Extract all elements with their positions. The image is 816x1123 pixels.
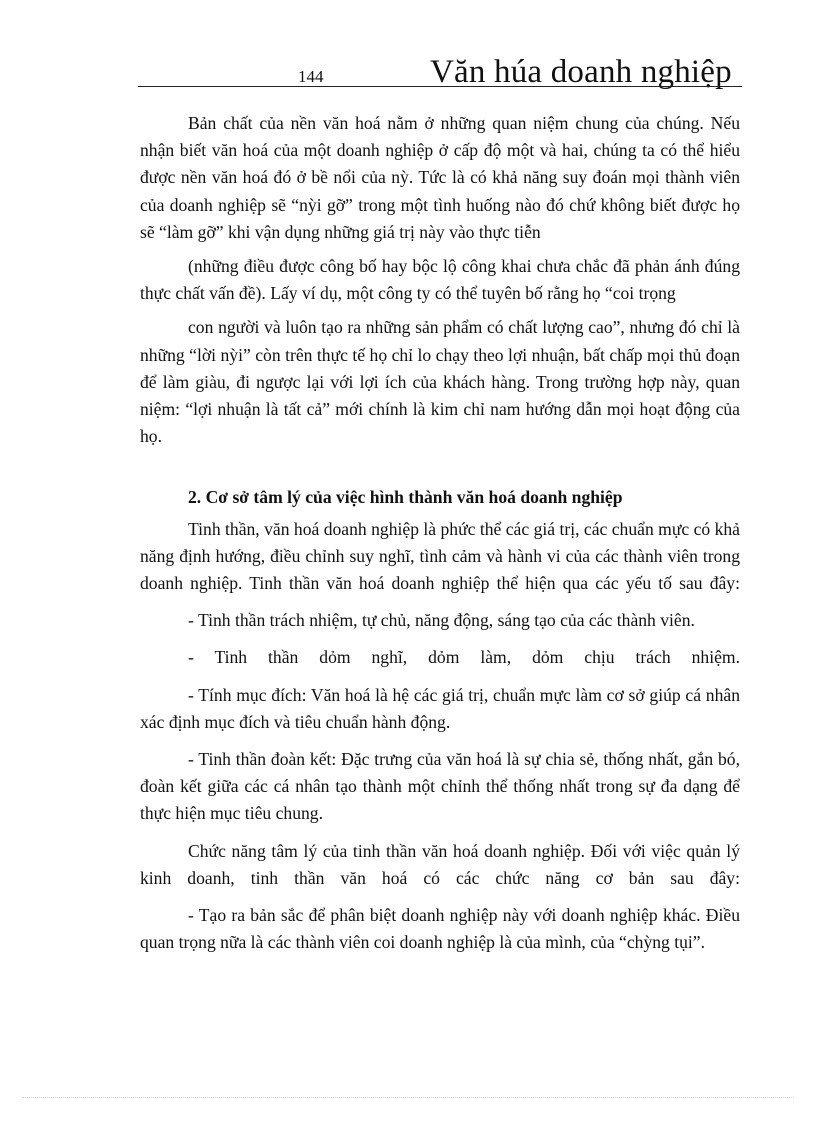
page-number: 144 xyxy=(298,67,324,86)
page-body xyxy=(140,110,740,956)
paragraph-5: Chức năng tâm lý của tinh thần văn hoá doanh nghiệp. Đối với việc quản lý kinh doanh, tinh thần văn hoá có các chức năng cơ bản sau đây: xyxy=(140,840,740,888)
bullet-item: - Tinh thần đoàn kết: Đặc trưng của văn hoá là sự chia sẻ, thống nhất, gắn bó, đoàn kết giữa các cá nhân tạo thành một chỉnh thể thống nhất trong sự đa dạng để thực hiện mục tiêu chung. xyxy=(140,749,740,824)
paragraph-1: Bản chất của nền văn hoá nằm ở những quan niệm chung của chúng. Nếu nhận biết văn hoá của một doanh nghiệp ở cấp độ một và hai, chúng ta có thể hiểu được nền văn hoá đó ở bề nổi của nỳ. Tức là có khả năng suy đoán mọi thành viên của doanh nghiệp sẽ “nỳi gỡ” trong một tình huống nào đó chứ không biết được họ sẽ “làm gỡ” khi vận dụng những giá trị này vào thực tiễn xyxy=(140,113,740,242)
paragraph-4: Tinh thần, văn hoá doanh nghiệp là phức thể các giá trị, các chuẩn mực có khả năng định hướng, điều chỉnh suy nghĩ, tình cảm và hành vi của các thành viên trong doanh nghiệp. Tinh thần văn hoá doanh nghiệp thể hiện qua các yếu tố sau đây: xyxy=(140,518,740,594)
bullet-item: - Tinh thần trách nhiệm, tự chủ, năng động, sáng tạo của các thành viên. xyxy=(188,610,695,631)
running-title: Văn húa doanh nghiệp xyxy=(430,54,732,90)
paragraph-3: con người và luôn tạo ra những sản phẩm có chất lượng cao”, nhưng đó chỉ là những “lời nỳi” còn trên thực tế họ chỉ lo chạy theo lợi nhuận, bất chấp mọi thủ đoạn để làm giàu, đi ngược lại với lợi ích của khách hàng. Trong trường hợp này, quan niệm: “lợi nhuận là tất cả” mới chính là kim chỉ nam hướng dẫn mọi hoạt động của họ. xyxy=(140,317,740,447)
page-header xyxy=(0,0,816,100)
header-rule xyxy=(138,86,742,87)
section-heading: 2. Cơ sở tâm lý của việc hình thành văn hoá doanh nghiệp xyxy=(188,487,623,508)
bullet-item: - Tính mục đích: Văn hoá là hệ các giá trị, chuẩn mực làm cơ sở giúp cá nhân xác định mục đích và tiêu chuẩn hành động. xyxy=(140,684,740,732)
bullet-item: - Tạo ra bản sắc để phân biệt doanh nghiệp này với doanh nghiệp khác. Điều quan trọng nữa là các thành viên coi doanh nghiệp là của mình, của “chỳng tụi”. xyxy=(140,905,740,953)
paragraph-2: (những điều được công bố hay bộc lộ công khai chưa chắc đã phản ánh đúng thực chất vấn đề). Lấy ví dụ, một công ty có thể tuyên bố rằng họ “coi trọng xyxy=(140,256,740,304)
bullet-item: - Tinh thần dỏm nghĩ, dỏm làm, dỏm chịu trách nhiệm. xyxy=(188,647,740,668)
footer-divider xyxy=(22,1097,794,1098)
